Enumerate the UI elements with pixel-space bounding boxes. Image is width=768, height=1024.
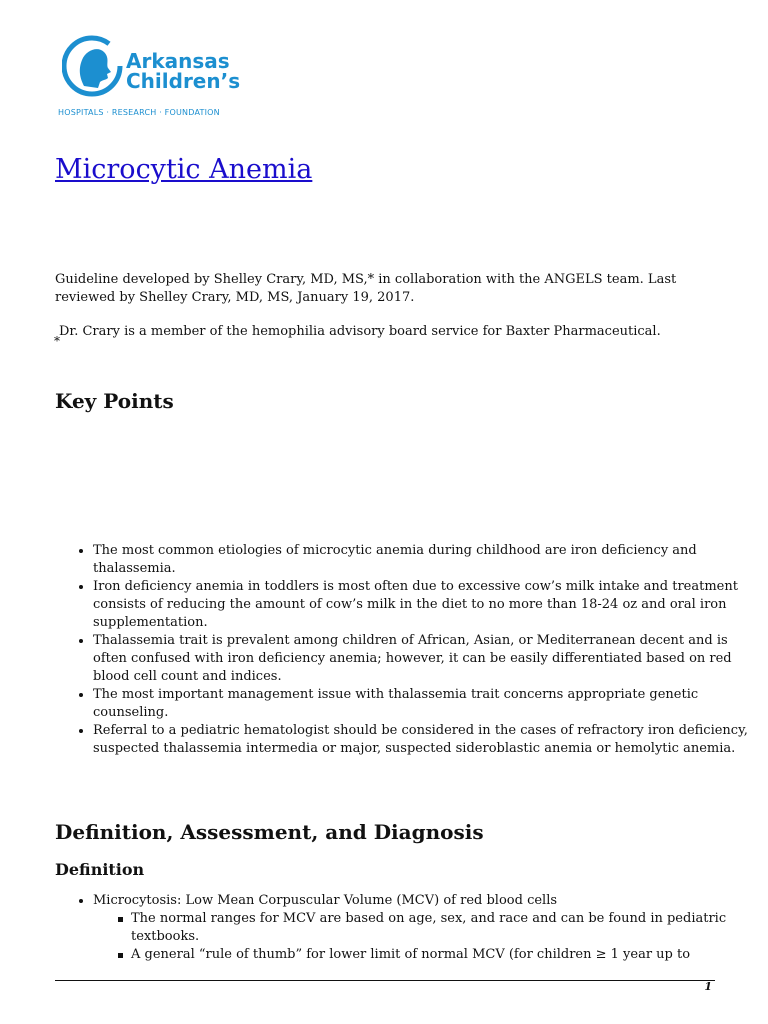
list-item: • Thalassemia trait is prevalent among children of African, Asian, or Mediterranean decent and is often confused with iron deficiency anemia; however, it can be easily differentiated based on red blood cell count and indices.: [93, 632, 755, 686]
list-item: [93, 892, 755, 964]
definition-list: [55, 892, 755, 964]
page-number: 1: [704, 980, 712, 993]
key-points-heading: Key Points: [55, 389, 174, 413]
key-points-list: [55, 542, 755, 758]
list-item: • Iron deficiency anemia in toddlers is most often due to excessive cow’s milk intake and treatment consists of reducing the amount of cow’s milk in the diet to no more than 18-24 oz and oral iron supplementation.: [93, 578, 755, 632]
section-heading: Definition, Assessment, and Diagnosis: [55, 820, 484, 844]
list-item: • The most common etiologies of microcytic anemia during childhood are iron deficiency and thalassemia.: [93, 542, 755, 578]
page-title[interactable]: Microcytic Anemia: [55, 154, 313, 185]
footnote-text: Dr. Crary is a member of the hemophilia advisory board service for Baxter Pharmaceutical.: [59, 324, 661, 339]
list-item: • The most important management issue with thalassemia trait concerns appropriate genetic counseling.: [93, 686, 755, 722]
intro-paragraph: Guideline developed by Shelley Crary, MD, MS,* in collaboration with the ANGELS team. Last reviewed by Shelley Crary, MD, MS, January 19, 2017.: [55, 272, 677, 305]
logo-text-line2: Children’s: [126, 69, 241, 93]
footnote-mark: *: [54, 334, 60, 348]
logo: [58, 34, 262, 124]
subsection-heading: Definition: [55, 860, 145, 879]
list-item-text: Microcytosis: Low Mean Corpuscular Volume (MCV) of red blood cells: [93, 893, 558, 908]
logo-text-line1: Arkansas: [126, 49, 230, 73]
sub-list-item: A general “rule of thumb” for lower limit of normal MCV (for children ≥ 1 year up to: [131, 946, 755, 964]
sub-list: [93, 910, 755, 964]
list-item: • Referral to a pediatric hematologist should be considered in the cases of refractory iron deficiency, suspected thalassemia intermedia or major, suspected sideroblastic anemia or hemolytic anemia.: [93, 722, 755, 758]
child-profile-icon: [62, 34, 124, 100]
sub-list-item: The normal ranges for MCV are based on age, sex, and race and can be found in pediatric textbooks.: [131, 910, 755, 946]
footer-divider: [55, 980, 715, 981]
logo-tagline: HOSPITALS · RESEARCH · FOUNDATION: [58, 108, 220, 117]
